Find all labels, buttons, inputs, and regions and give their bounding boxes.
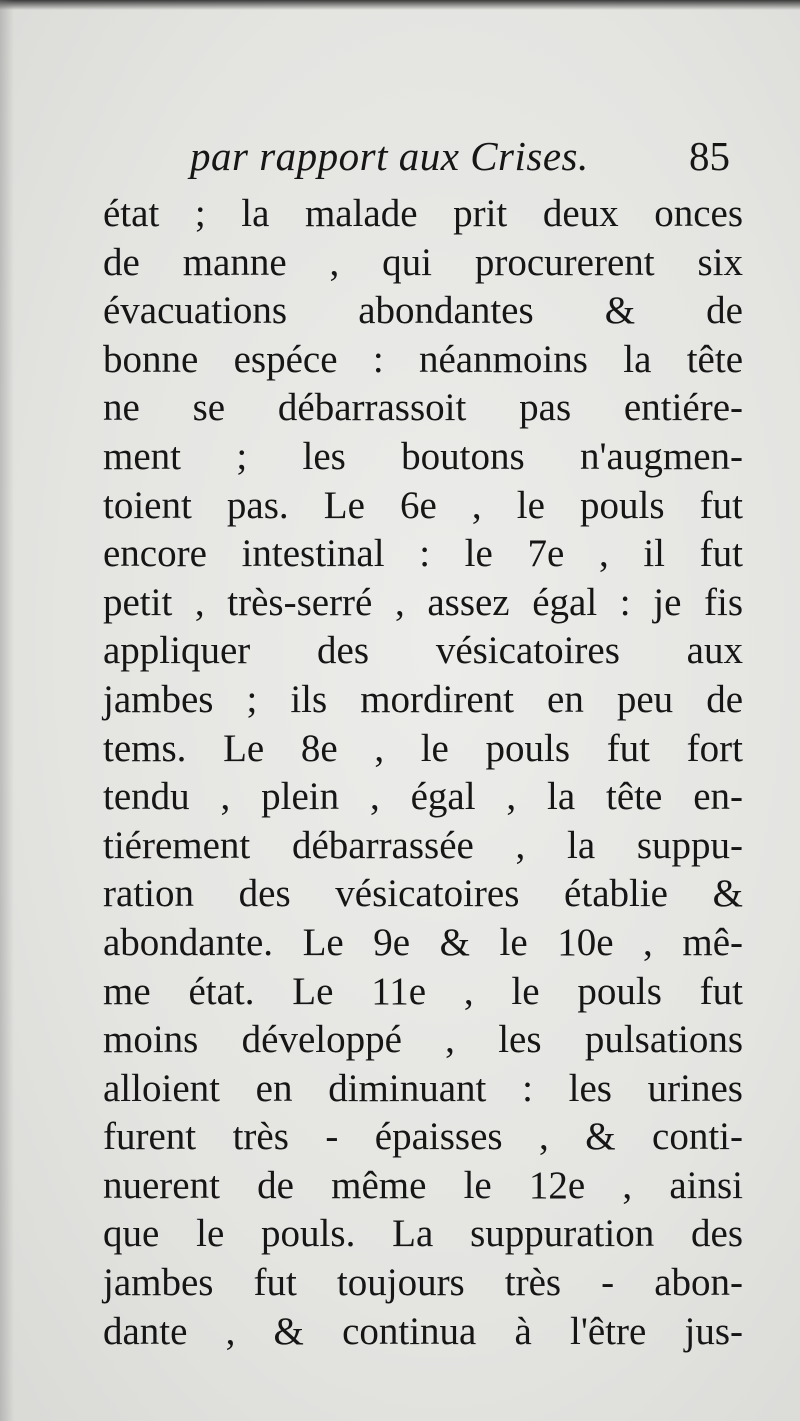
page-number: 85 <box>689 133 730 179</box>
text-line: évacuations abondantes & de <box>103 289 743 333</box>
text-line: moins développé , les pulsations <box>103 1018 743 1062</box>
text-line: nuerent de même le 12e , ainsi <box>103 1163 743 1207</box>
text-line: petit , très-serré , assez égal : je fis <box>103 580 743 624</box>
text-line: jambes ; ils mordirent en peu de <box>103 677 743 721</box>
text-line: dante , & continua à l'être jus- <box>103 1309 743 1353</box>
gutter-shadow <box>0 0 14 1421</box>
text-line: tems. Le 8e , le pouls fut fort <box>103 726 743 770</box>
text-line: ration des vésicatoires établie & <box>103 872 743 916</box>
text-line: furent très - épaisses , & conti- <box>103 1115 743 1159</box>
text-line: bonne espéce : néanmoins la tête <box>103 337 743 381</box>
body-text <box>103 190 743 1356</box>
text-line: abondante. Le 9e & le 10e , mê- <box>103 920 743 964</box>
text-line: de manne , qui procurerent six <box>103 240 743 284</box>
text-line: ment ; les boutons n'augmen- <box>103 434 743 478</box>
running-head <box>190 132 730 184</box>
text-line: jambes fut toujours très - abon- <box>103 1261 743 1305</box>
text-line: que le pouls. La suppuration des <box>103 1212 743 1256</box>
text-line: état ; la malade prit deux onces <box>103 192 743 235</box>
text-line: tendu , plein , égal , la tête en- <box>103 775 743 819</box>
running-head-title: par rapport aux Crises. <box>190 133 589 179</box>
text-line: me état. Le 11e , le pouls fut <box>103 969 743 1013</box>
text-line: ne se débarrassoit pas entiére- <box>103 386 743 430</box>
text-line: appliquer des vésicatoires aux <box>103 629 743 673</box>
text-line: toient pas. Le 6e , le pouls fut <box>103 483 743 527</box>
text-line: alloient en diminuant : les urines <box>103 1066 743 1110</box>
page-top-edge <box>0 0 800 10</box>
text-line: encore intestinal : le 7e , il fut <box>103 532 743 576</box>
text-line: tiérement débarrassée , la suppu- <box>103 823 743 867</box>
